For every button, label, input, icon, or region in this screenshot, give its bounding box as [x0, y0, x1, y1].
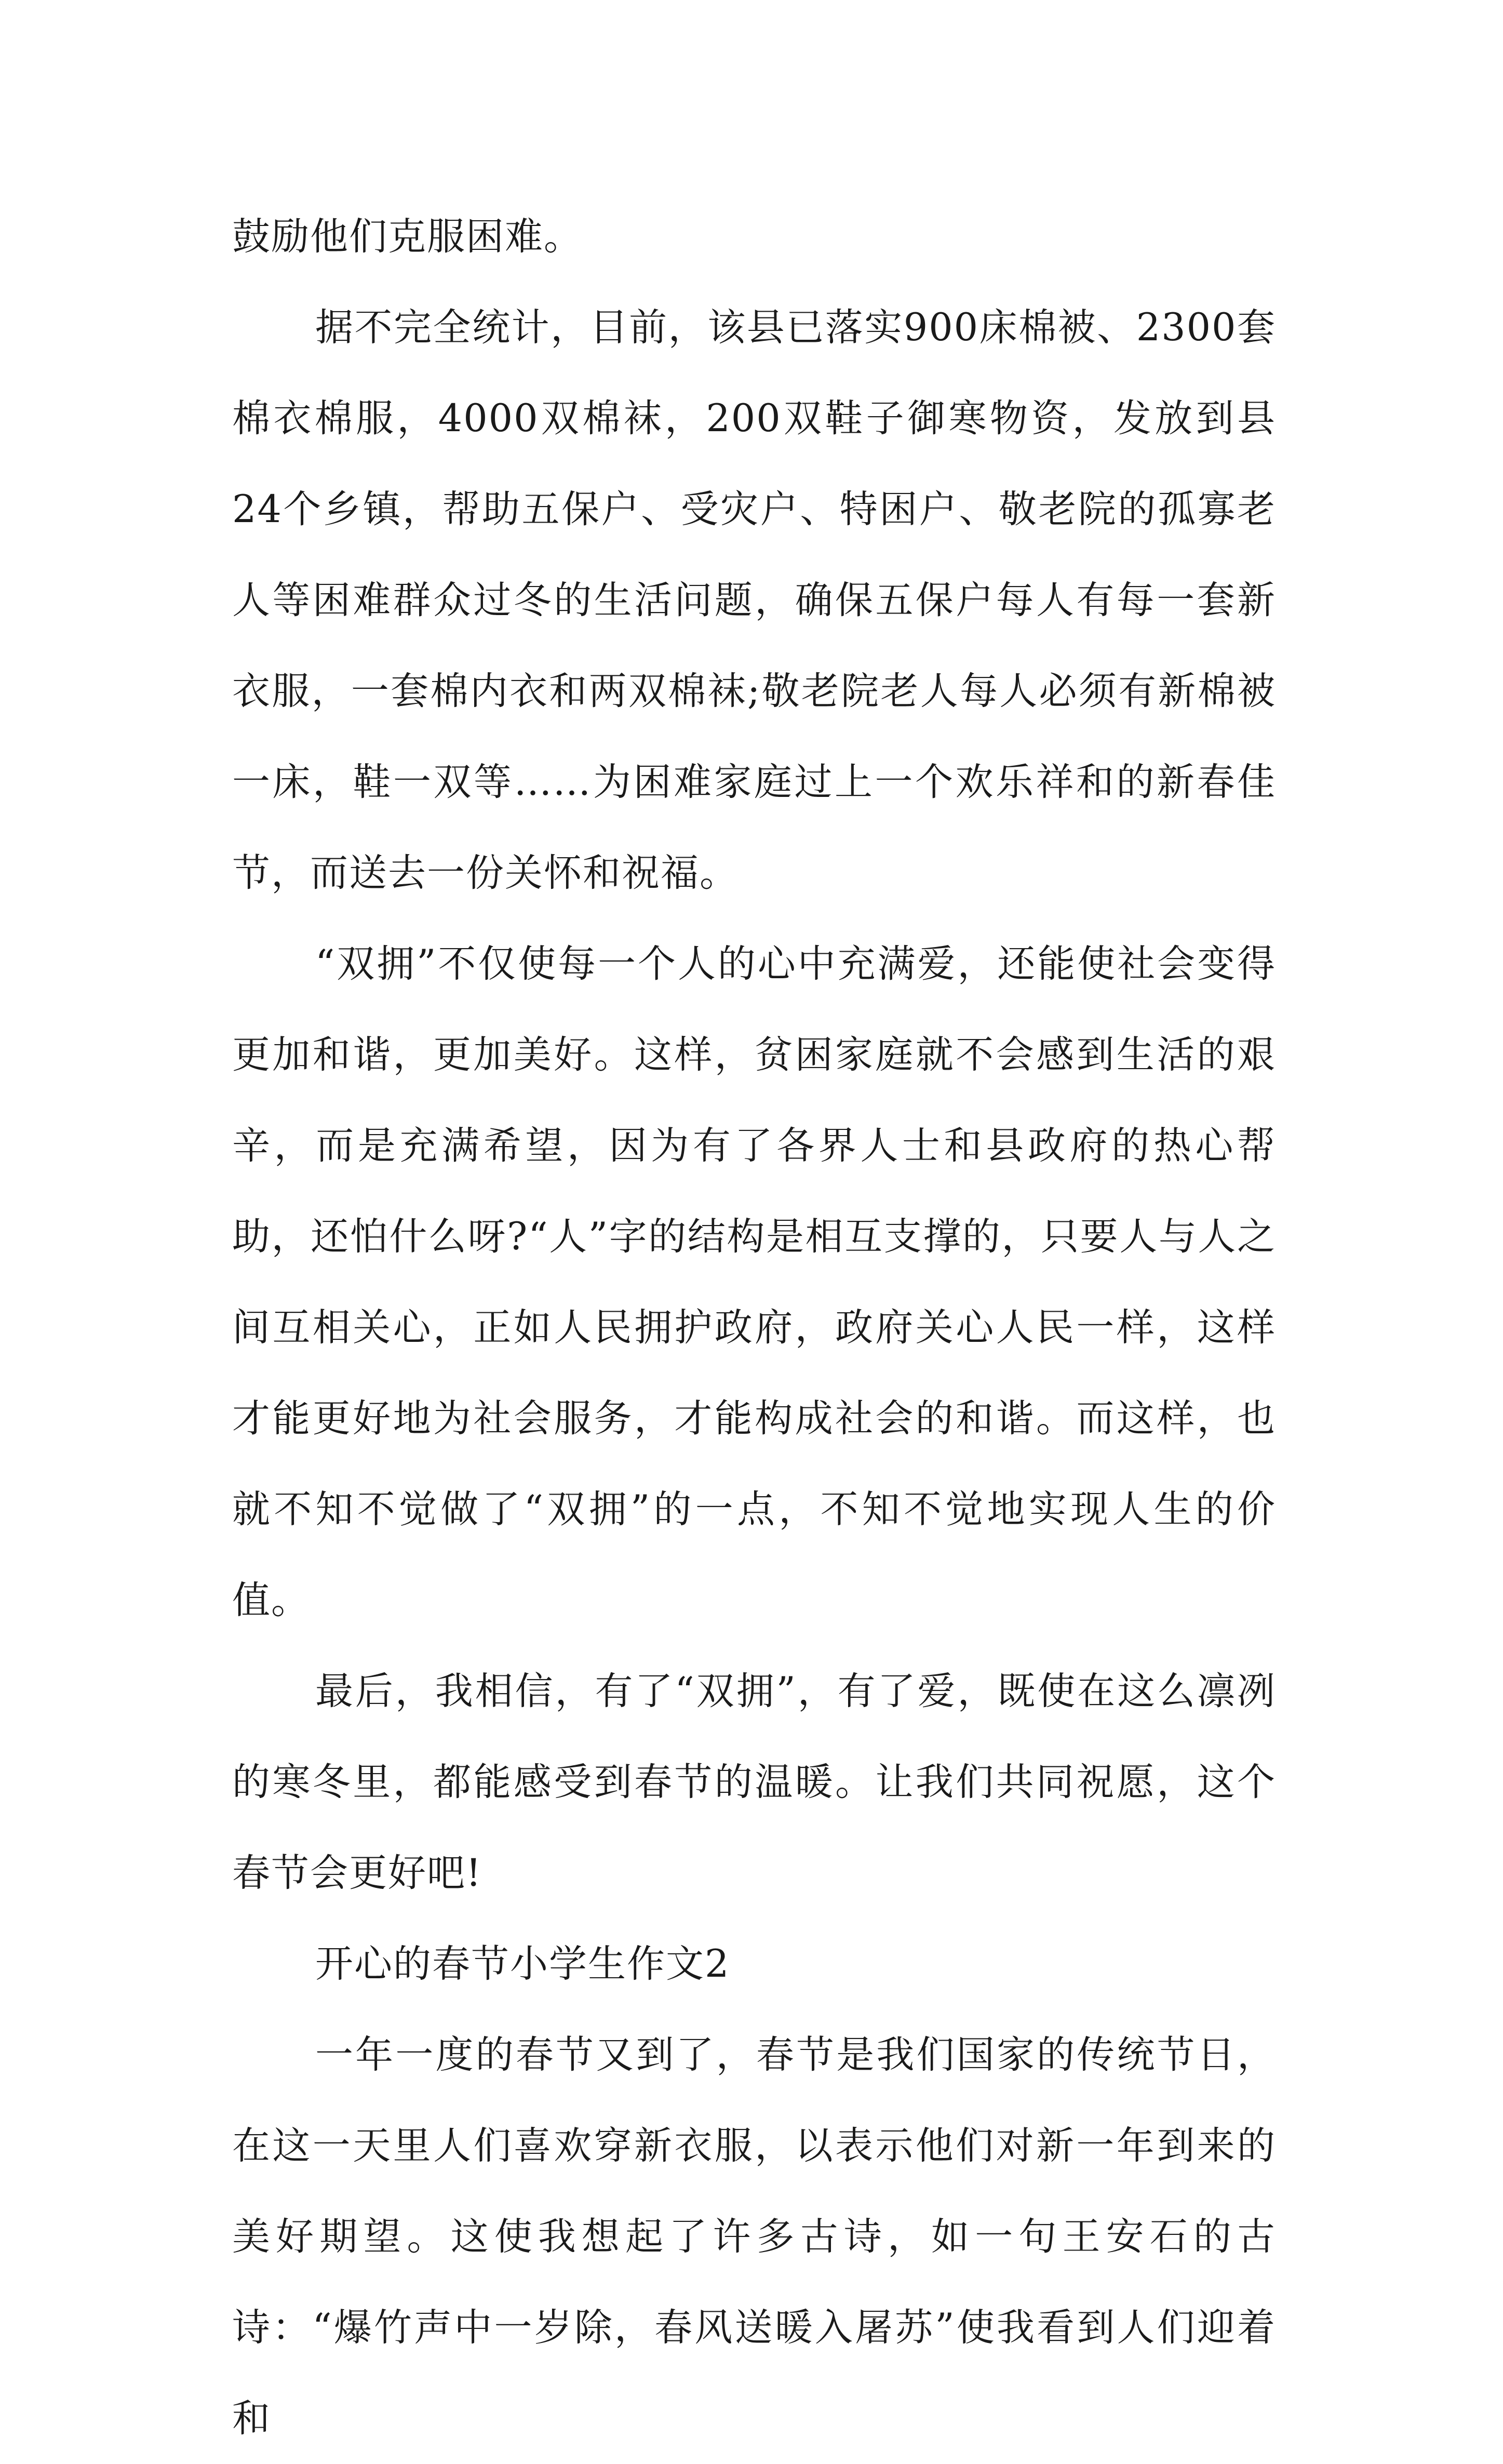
paragraph-intro-fragment: 鼓励他们克服困难。 — [232, 215, 583, 259]
essay-title: 开心的春节小学生作文2 — [315, 1942, 730, 1986]
paragraph-shuangyong: “双拥”不仅使每一个人的心中充满爱，还能使社会变得更加和谐，更加美好。这样，贫困家庭就不会感到生活的艰辛，而是充满希望，因为有了各界人士和县政府的热心帮助，还怕什么呀?“人”字的结构是相互支撑的，只要人与人之间互相关心，正如人民拥护政府，政府关心人民一样，这样才能更好地为社会服务，才能构成社会的和谐。而这样，也就不知不觉做了“双拥”的一点，不知不觉地实现人生的价值。 — [232, 942, 1276, 1622]
paragraph-statistics: 据不完全统计，目前，该县已落实900床棉被、2300套棉衣棉服，4000双棉袜，200双鞋子御寒物资，发放到县24个乡镇，帮助五保户、受灾户、特困户、敬老院的孤寡老人等困难群众过冬的生活问题，确保五保户每人有每一套新衣服，一套棉内衣和两双棉袜;敬老院老人每人必须有新棉被一床，鞋一双等……为困难家庭过上一个欢乐祥和的新春佳节，而送去一份关怀和祝福。 — [232, 305, 1276, 895]
paragraph-spring-festival: 一年一度的春节又到了，春节是我们国家的传统节日，在这一天里人们喜欢穿新衣服，以表示他们对新一年到来的美好期望。这使我想起了许多古诗，如一句王安石的古诗：“爆竹声中一岁除，春风送暖入屠苏”使我看到人们迎着和 — [232, 2033, 1276, 2441]
document-body — [232, 191, 1276, 2464]
paragraph-conclusion: 最后，我相信，有了“双拥”，有了爱，既使在这么凛冽的寒冬里，都能感受到春节的温暖。让我们共同祝愿，这个春节会更好吧! — [232, 1669, 1276, 1895]
